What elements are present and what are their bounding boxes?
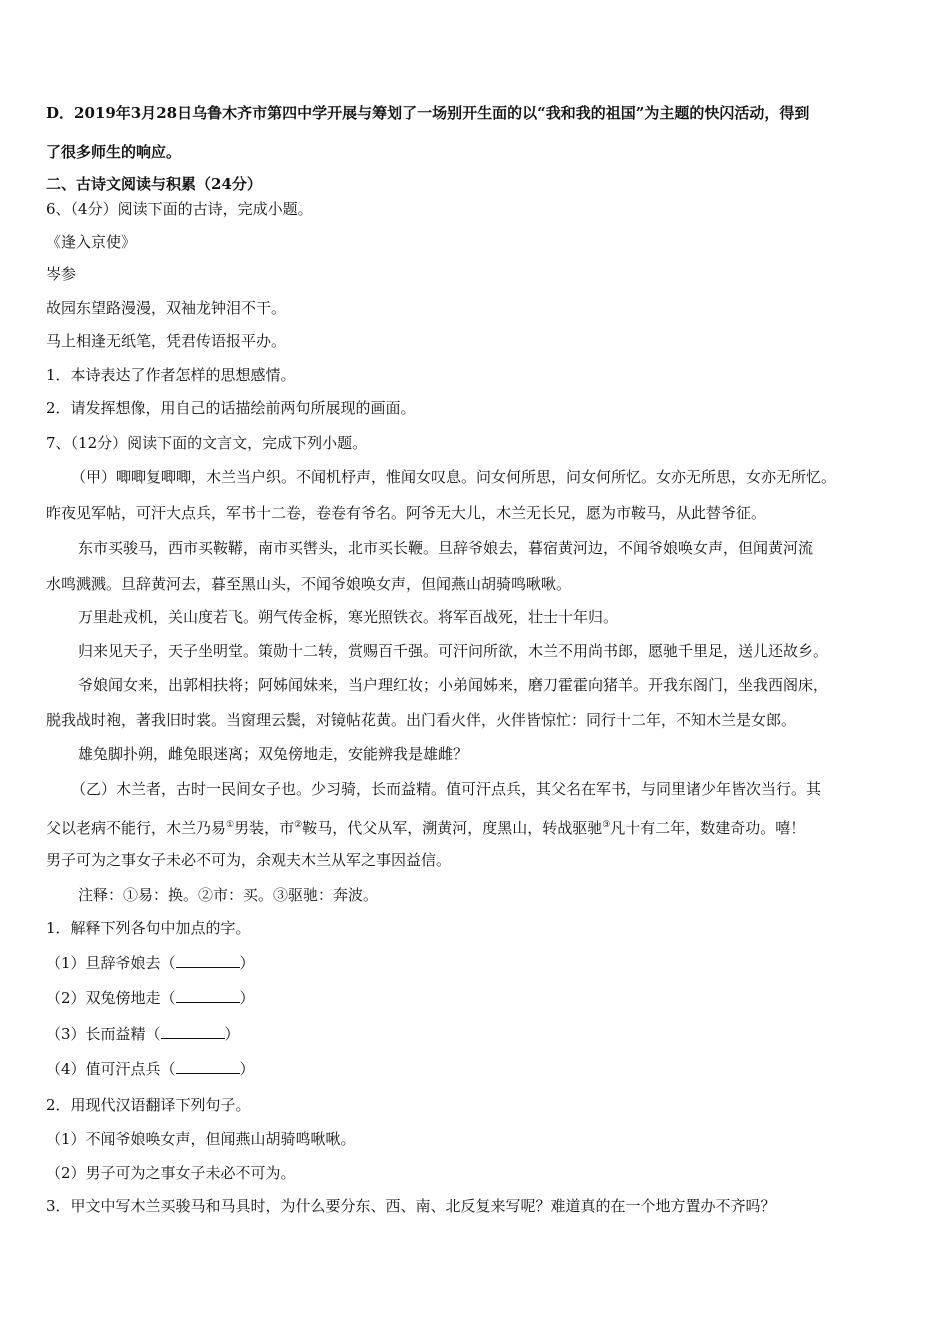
section-heading: 二、古诗文阅读与积累（24分） xyxy=(46,175,262,193)
passage-yi-line3: 男子可为之事女子未必不可为，余观夫木兰从军之事因益信。 xyxy=(46,851,452,869)
yi-line2-part-b: 男装，市 xyxy=(234,819,295,837)
passage-yi-line2 xyxy=(46,815,805,838)
fill-item-2 xyxy=(46,988,255,1008)
q6-prompt: 6、（4分）阅读下面的古诗，完成小题。 xyxy=(46,200,313,218)
yi-line2-part-a: 父以老病不能行，木兰乃易 xyxy=(46,819,227,837)
note-mark-1: ① xyxy=(226,820,235,830)
poem-author: 岑参 xyxy=(46,265,77,283)
poem-line-1: 故园东望路漫漫，双袖龙钟泪不干。 xyxy=(46,299,287,317)
q6-sub-question-1: 1．本诗表达了作者怎样的思想感情。 xyxy=(46,366,296,384)
q7-sub-question-3: 3．甲文中写木兰买骏马和马具时，为什么要分东、西、南、北反复来写呢？难道真的在一个地方置办不齐吗？ xyxy=(46,1197,776,1215)
fill-item-1 xyxy=(46,953,255,973)
fill-item-1-text: （1）旦辞爷娘去（ xyxy=(46,954,176,972)
fill-item-3-close: ） xyxy=(224,1025,240,1043)
yi-line2-part-d: 凡十有二年，数建奇功。嘻！ xyxy=(610,819,806,837)
annotation-notes: 注释：①易：换。②市：买。③驱驰：奔波。 xyxy=(78,886,379,904)
fill-item-2-text: （2）双兔傍地走（ xyxy=(46,989,176,1007)
passage-jia-p1-line2: 昨夜见军帖，可汗大点兵，军书十二卷，卷卷有爷名。阿爷无大儿，木兰无长兄，愿为市鞍马，从此替爷征。 xyxy=(46,504,767,522)
passage-jia-p4: 归来见天子，天子坐明堂。策勋十二转，赏赐百千强。可汗问所欲，木兰不用尚书郎，愿驰千里足，送儿还故乡。 xyxy=(78,642,829,660)
q7-prompt: 7、（12分）阅读下面的文言文，完成下列小题。 xyxy=(46,434,368,452)
q7-sub-question-1: 1．解释下列各句中加点的字。 xyxy=(46,919,251,937)
fill-item-1-close: ） xyxy=(239,954,255,972)
passage-jia-p5-line2: 脱我战时袍，著我旧时裳。当窗理云鬓，对镜帖花黄。出门看火伴，火伴皆惊忙：同行十二年，不知木兰是女郎。 xyxy=(46,711,797,729)
passage-jia-p3: 万里赴戎机，关山度若飞。朔气传金柝，寒光照铁衣。将军百战死，壮士十年归。 xyxy=(78,608,619,626)
q7-sub-question-2: 2．用现代汉语翻译下列句子。 xyxy=(46,1096,251,1114)
passage-jia-p5-line1: 爷娘闻女来，出郭相扶将；阿姊闻妹来，当户理红妆；小弟闻姊来，磨刀霍霍向猪羊。开我东阁门，坐我西阁床， xyxy=(78,676,829,694)
passage-jia-p2-line2: 水鸣溅溅。旦辞黄河去，暮至黑山头，不闻爷娘唤女声，但闻燕山胡骑鸣啾啾。 xyxy=(46,575,572,593)
passage-jia-p1-line1: （甲）唧唧复唧唧，木兰当户织。不闻机杼声，惟闻女叹息。问女何所思，问女何所忆。女亦无所思，女亦无所忆。 xyxy=(71,468,837,486)
passage-jia-p2-line1: 东市买骏马，西市买鞍鞯，南市买辔头，北市买长鞭。旦辞爷娘去，暮宿黄河边，不闻爷娘唤女声，但闻黄河流 xyxy=(78,539,814,557)
fill-item-4 xyxy=(46,1059,255,1079)
fill-item-2-close: ） xyxy=(239,989,255,1007)
translate-item-1: （1）不闻爷娘唤女声，但闻燕山胡骑鸣啾啾。 xyxy=(46,1130,356,1148)
fill-item-3-text: （3）长而益精（ xyxy=(46,1025,161,1043)
option-d-line1: D．2019年3月28日乌鲁木齐市第四中学开展与筹划了一场别开生面的以“我和我的祖国”为主题的快闪活动，得到 xyxy=(46,104,810,122)
poem-title: 《逢入京使》 xyxy=(46,233,137,251)
note-mark-3: ③ xyxy=(602,820,611,830)
q6-sub-question-2: 2．请发挥想像，用自己的话描绘前两句所展现的画面。 xyxy=(46,399,416,417)
translate-item-2: （2）男子可为之事女子未必不可为。 xyxy=(46,1164,296,1182)
passage-jia-p6: 雄兔脚扑朔，雌兔眼迷离；双兔傍地走，安能辨我是雄雌？ xyxy=(78,745,469,763)
answer-blank-3[interactable] xyxy=(161,1024,225,1039)
fill-item-4-close: ） xyxy=(239,1060,255,1078)
option-d-line2: 了很多师生的响应。 xyxy=(46,143,182,161)
poem-line-2: 马上相逢无纸笔，凭君传语报平办。 xyxy=(46,332,287,350)
answer-blank-1[interactable] xyxy=(176,953,240,968)
fill-item-4-text: （4）值可汗点兵（ xyxy=(46,1060,176,1078)
yi-line2-part-c: 鞍马，代父从军，溯黄河，度黑山，转战驱驰 xyxy=(302,819,603,837)
passage-yi-line1: （乙）木兰者，古时一民间女子也。少习骑，长而益精。值可汗点兵，其父名在军书，与同里诸少年皆次当行。其 xyxy=(71,780,822,798)
note-mark-2: ② xyxy=(294,820,303,830)
fill-item-3 xyxy=(46,1024,240,1044)
answer-blank-4[interactable] xyxy=(176,1059,240,1074)
answer-blank-2[interactable] xyxy=(176,988,240,1003)
